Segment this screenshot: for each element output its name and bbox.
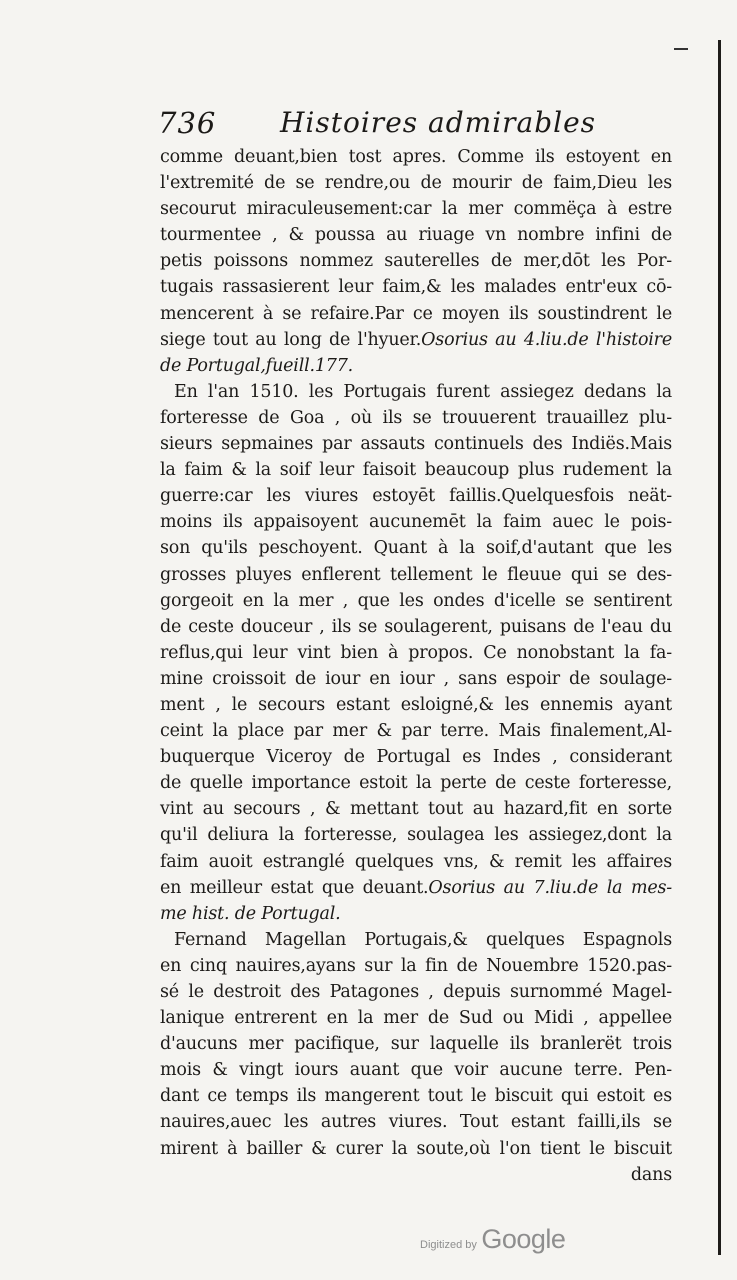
text-line: sé le destroit des Patagones , depuis surnommé Magel- — [160, 982, 672, 1002]
text-line: d'aucuns mer pacifique, sur laquelle ils branlerët trois — [160, 1034, 672, 1055]
text-line: la faim & la soif leur faisoit beaucoup plus rudement la — [160, 460, 672, 481]
margin-mark — [674, 48, 688, 50]
text-line: mencerent à se refaire.Par ce moyen ils soustindrent le — [160, 303, 672, 324]
text-line: ment , le secours estant esloigné,& les ennemis ayant — [160, 694, 672, 715]
text-line: de ceste douceur , ils se soulagerent, puisans de l'eau du — [160, 616, 672, 637]
text-line: tugais rassasierent leur faim,& les malades entr'eux cō- — [160, 277, 672, 298]
text-segment: en meilleur estat que deuant. — [160, 877, 429, 898]
catchword: dans — [630, 1164, 672, 1185]
text-line: dant ce temps ils mangerent tout le biscuit qui estoit es — [160, 1086, 672, 1107]
text-line: reflus,qui leur vint bien à propos. Ce nonobstant la fa- — [160, 642, 672, 663]
text-line: de quelle importance estoit la perte de ceste forteresse, — [160, 773, 672, 794]
text-line: En l'an 1510. les Portugais furent assiegez dedans la — [174, 381, 672, 402]
text-line: mois & vingt iours auant que voir aucune terre. Pen- — [160, 1060, 672, 1081]
text-line: lanique entrerent en la mer de Sud ou Midi , appellee — [160, 1008, 672, 1029]
page-edge-line — [718, 40, 721, 1255]
citation: Osorius au 7.liu.de la mes- — [428, 877, 672, 898]
text-line: ceint la place par mer & par terre. Mais finalement,Al- — [160, 721, 672, 742]
google-logo: Google — [481, 1224, 566, 1254]
text-line: moins ils appaisoyent aucunemēt la faim auec le pois- — [160, 512, 672, 533]
text-line: buquerque Viceroy de Portugal es Indes , considerant — [160, 747, 672, 768]
page-number: 736 — [158, 106, 217, 140]
text-line: forteresse de Goa , où ils se trouuerent trauaillez plu- — [160, 407, 672, 428]
text-line: faim auoit estranglé quelques vns, & remit les affaires — [160, 851, 672, 872]
text-line: secourut miraculeusement:car la mer commëça à estre — [160, 199, 672, 220]
digitized-prefix: Digitized by — [420, 1239, 477, 1251]
text-line: comme deuant,bien tost apres. Comme ils estoyent en — [160, 147, 672, 167]
citation-line: de Portugal,fueill.177. — [160, 355, 354, 376]
text-line: nauires,auec les autres viures. Tout estant failli,ils se — [160, 1112, 672, 1133]
text-line: petis poissons nommez sauterelles de mer,dōt les Por- — [160, 251, 672, 272]
digitized-watermark — [420, 1224, 565, 1255]
text-line — [160, 327, 672, 353]
text-line: tourmentee , & poussa au riuage vn nombre infini de — [160, 225, 672, 246]
page-header — [158, 106, 658, 144]
text-line: gorgeoit en la mer , que les ondes d'icelle se sentirent — [160, 590, 672, 611]
text-line: guerre:car les viures estoyēt faillis.Quelquesfois neät- — [160, 486, 672, 507]
text-segment: siege tout au long de l'hyuer. — [160, 329, 422, 350]
text-line — [160, 875, 672, 901]
text-line: qu'il deliura la forteresse, soulagea les assiegez,dont la — [160, 825, 672, 846]
text-line: mirent à bailler & curer la soute,où l'on tient le biscuit — [160, 1138, 672, 1159]
text-line: grosses pluyes enflerent tellement le fleuue qui se des- — [160, 564, 672, 585]
text-line: mine croissoit de iour en iour , sans espoir de soulage- — [160, 668, 672, 689]
text-line: son qu'ils peschoyent. Quant à la soif,d'autant que les — [160, 538, 672, 559]
text-line: sieurs sepmaines par assauts continuels des Indiës.Mais — [160, 434, 672, 455]
citation-line: me hist. de Portugal. — [160, 903, 341, 924]
body-text — [160, 144, 672, 1188]
running-title: Histoires admirables — [280, 106, 597, 139]
text-line: vint au secours , & mettant tout au hazard,fit en sorte — [160, 799, 672, 820]
text-line: Fernand Magellan Portugais,& quelques Espagnols — [174, 929, 672, 950]
citation: Osorius au 4.liu.de l'histoire — [421, 329, 672, 350]
text-line: l'extremité de se rendre,ou de mourir de faim,Dieu les — [160, 173, 672, 194]
text-line: en cinq nauires,ayans sur la fin de Nouembre 1520.pas- — [160, 955, 672, 976]
